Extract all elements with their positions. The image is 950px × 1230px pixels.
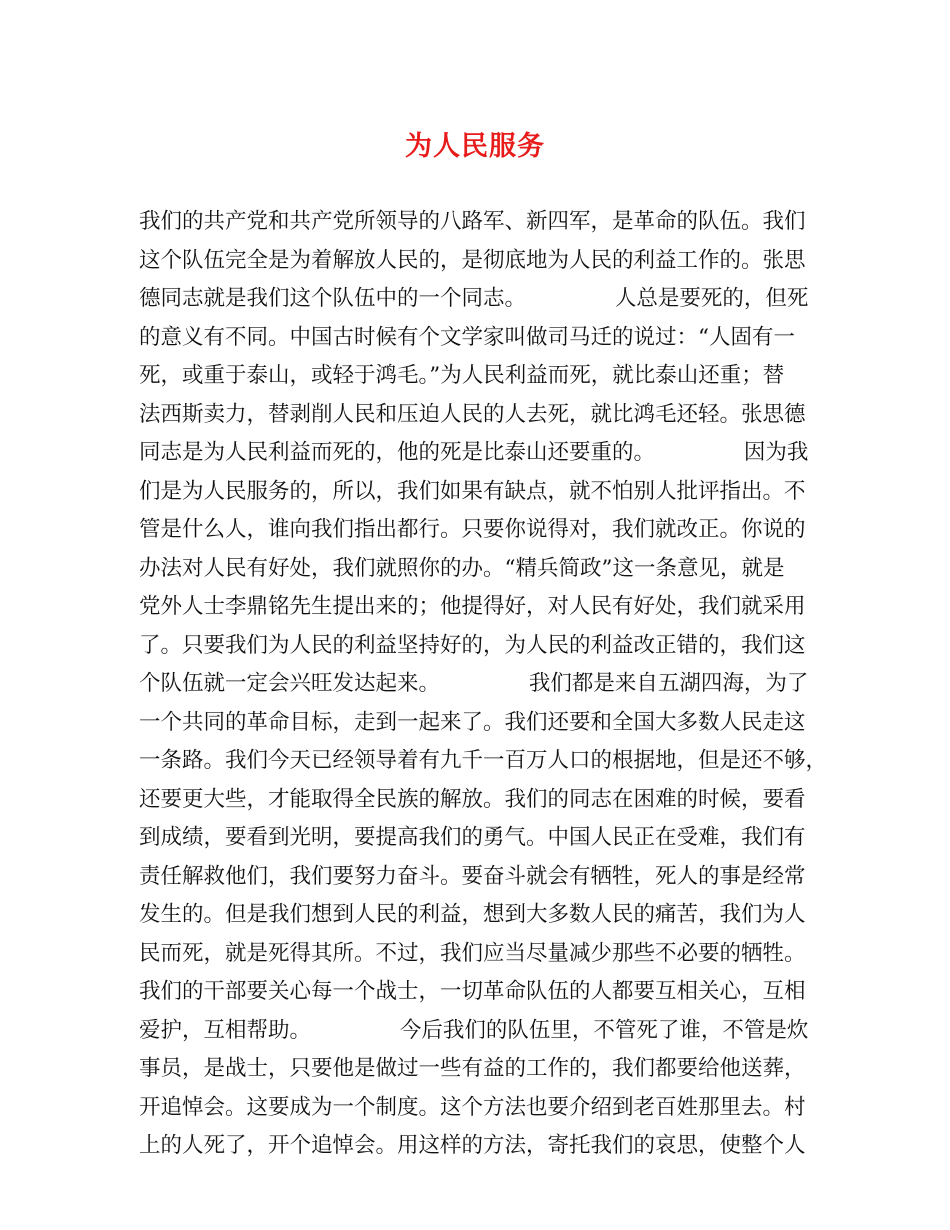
body-text-line: 同志是为人民利益而死的，他的死是比泰山还要重的。 因为我 [139, 440, 809, 465]
body-text-line: 我们的干部要关心每一个战士，一切革命队伍的人都要互相关心，互相 [139, 979, 806, 1004]
body-text-line: 死，或重于泰山，或轻于鸿毛。”为人民利益而死，就比泰山还重；替 [139, 363, 785, 388]
body-text-line: 法西斯卖力，替剥削人民和压迫人民的人去死，就比鸿毛还轻。张思德 [139, 401, 806, 427]
body-text-line: 这个队伍完全是为着解放人民的，是彻底地为人民的利益工作的。张思 [139, 247, 806, 273]
body-text-line: 还要更大些，才能取得全民族的解放。我们的同志在困难的时候，要看 [139, 786, 806, 812]
body-text-line: 开追悼会。这要成为一个制度。这个方法也要介绍到老百姓那里去。村 [139, 1094, 806, 1120]
body-text-line: 责任解救他们，我们要努力奋斗。要奋斗就会有牺牲，死人的事是经常 [139, 863, 806, 889]
body-text-line: 管是什么人，谁向我们指出都行。只要你说得对，我们就改正。你说的 [139, 517, 806, 542]
document-title: 为人民服务 [405, 131, 545, 162]
body-text-line: 党外人士李鼎铭先生提出来的；他提得好，对人民有好处，我们就采用 [139, 594, 806, 619]
body-text-line: 们是为人民服务的，所以，我们如果有缺点，就不怕别人批评指出。不 [139, 478, 806, 504]
body-text-line: 办法对人民有好处，我们就照你的办。“精兵简政”这一条意见，就是 [139, 555, 785, 581]
body-text-line: 一个共同的革命目标，走到一起来了。我们还要和全国大多数人民走这 [139, 709, 806, 735]
body-text-line: 事员，是战士，只要他是做过一些有益的工作的，我们都要给他送葬， [139, 1056, 806, 1081]
body-text-line: 到成绩，要看到光明，要提高我们的勇气。中国人民正在受难，我们有 [139, 825, 806, 850]
body-text-line: 民而死，就是死得其所。不过，我们应当尽量减少那些不必要的牺牲。 [139, 940, 806, 966]
document-body [139, 203, 828, 1166]
body-text-line: 一条路。我们今天已经领导着有九千一百万人口的根据地，但是还不够， [139, 748, 828, 773]
body-text-line: 了。只要我们为人民的利益坚持好的，为人民的利益改正错的，我们这 [139, 632, 806, 658]
body-text-line: 上的人死了，开个追悼会。用这样的方法，寄托我们的哀思，使整个人 [139, 1133, 806, 1158]
body-text-line: 的意义有不同。中国古时候有个文学家叫做司马迁的说过：“人固有一 [139, 324, 795, 350]
body-text-line: 德同志就是我们这个队伍中的一个同志。 人总是要死的，但死 [139, 286, 809, 311]
body-text-line: 发生的。但是我们想到人民的利益，想到大多数人民的痛苦，我们为人 [139, 902, 806, 927]
body-text-line: 爱护，互相帮助。 今后我们的队伍里，不管死了谁，不管是炊 [139, 1017, 809, 1043]
body-text-line: 个队伍就一定会兴旺发达起来。 我们都是来自五湖四海，为了 [139, 671, 809, 696]
body-text-line: 我们的共产党和共产党所领导的八路军、新四军，是革命的队伍。我们 [139, 209, 806, 234]
